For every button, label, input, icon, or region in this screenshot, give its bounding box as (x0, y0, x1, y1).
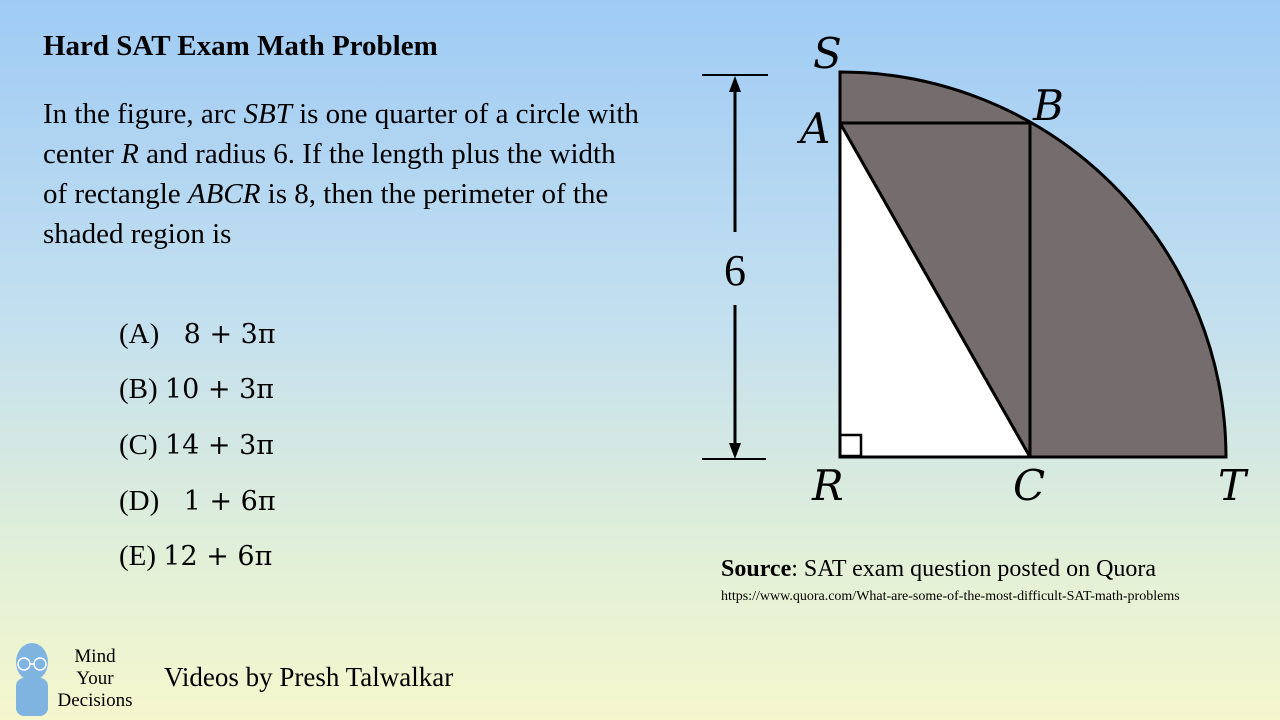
label-a: A (800, 104, 831, 153)
brand-name: Mind Your Decisions (57, 646, 133, 711)
label-t: T (1218, 461, 1247, 510)
choice-e: (E) 12 + 6π (119, 540, 273, 572)
label-r: R (812, 461, 844, 510)
problem-statement: In the figure, arc SBT is one quarter of a circle with center R and radius 6. If the length plus the width of rectangle ABCR is 8, then the perimeter of the shaded region is (43, 98, 639, 250)
arc-name: SBT (243, 98, 292, 130)
rect-name: ABCR (187, 178, 261, 210)
choice-d: (D) 1 + 6π (119, 485, 276, 517)
dim-label: 6 (724, 246, 746, 295)
label-c: C (1013, 461, 1046, 510)
choice-a: (A) 8 + 3π (119, 318, 276, 350)
center-name: R (121, 138, 139, 170)
choice-c: (C) 14 + 3π (119, 429, 274, 461)
label-s: S (813, 29, 842, 78)
dim-arrow-down (729, 443, 741, 459)
label-b: B (1033, 81, 1064, 130)
source-url[interactable]: https://www.quora.com/What-are-some-of-the-most-difficult-SAT-math-problems (721, 589, 1180, 604)
choice-b: (B) 10 + 3π (119, 373, 274, 405)
page-title: Hard SAT Exam Math Problem (43, 30, 438, 62)
mind-your-decisions-logo-icon (8, 640, 56, 716)
source-line: Source: SAT exam question posted on Quora (721, 556, 1157, 582)
byline: Videos by Presh Talwalkar (164, 662, 454, 692)
dim-arrow-up (729, 76, 741, 92)
